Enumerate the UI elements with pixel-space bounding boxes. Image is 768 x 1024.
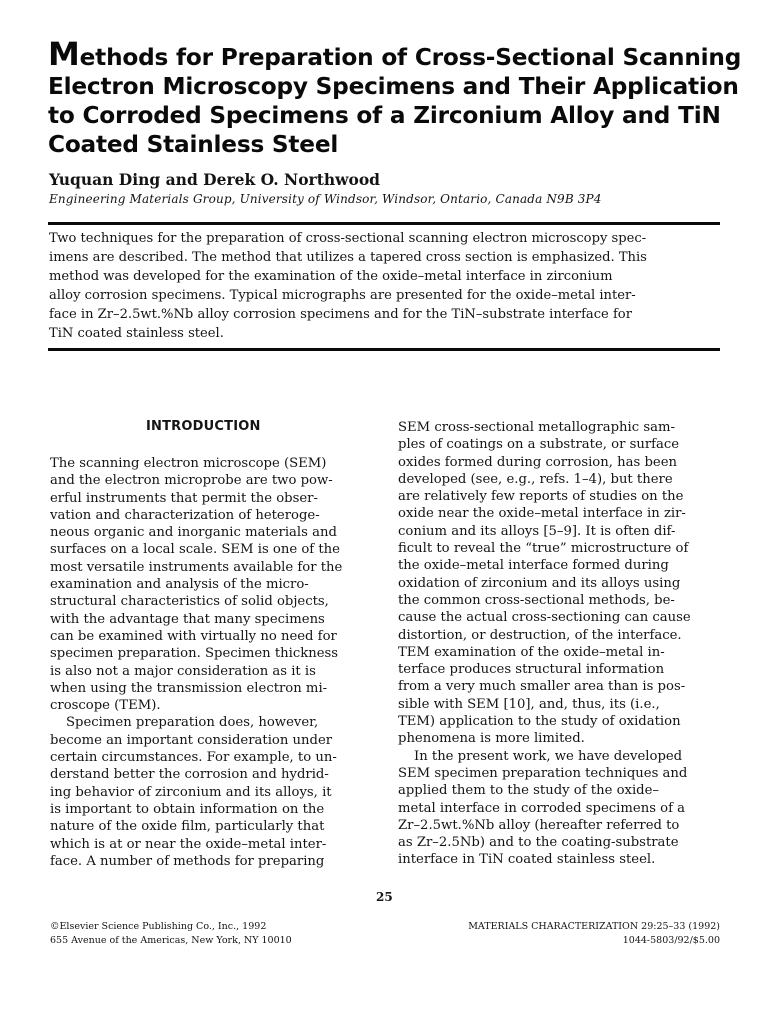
- body-line: ficult to reveal the “true” microstructure of: [398, 541, 689, 557]
- body-line: become an important consideration under: [50, 732, 333, 748]
- body-line: can be examined with virtually no need for: [50, 628, 337, 644]
- body-line: The scanning electron microscope (SEM): [50, 456, 327, 471]
- publisher-address: 655 Avenue of the Americas, New York, NY 10010: [50, 935, 292, 946]
- article-title: [48, 35, 742, 159]
- body-line: conium and its alloys [5–9]. It is often dif-: [398, 523, 676, 539]
- body-line: phenomena is more limited.: [398, 731, 585, 747]
- abstract-line: method was developed for the examination of the oxide–metal interface in zirconium: [49, 269, 613, 285]
- body-line: from a very much smaller area than is pos-: [398, 679, 686, 695]
- body-line: erful instruments that permit the obser-: [50, 490, 318, 506]
- abstract-line: face in Zr–2.5wt.%Nb alloy corrosion specimens and for the TiN–substrate interface for: [49, 307, 632, 323]
- body-line: In the present work, we have developed: [414, 748, 683, 764]
- left-column: [50, 455, 372, 870]
- abstract-line: imens are described. The method that utilizes a tapered cross section is emphasized. This: [49, 250, 647, 266]
- body-line: TEM examination of the oxide–metal in-: [398, 644, 665, 660]
- body-line: the common cross-sectional methods, be-: [398, 592, 675, 608]
- body-line: oxidation of zirconium and its alloys using: [398, 575, 681, 591]
- body-line: ing behavior of zirconium and its alloys, it: [50, 784, 332, 800]
- body-line: sible with SEM [10], and, thus, its (i.e.,: [398, 696, 660, 712]
- body-line: oxides formed during corrosion, has been: [398, 454, 677, 470]
- body-line: which is at or near the oxide–metal inter-: [50, 836, 327, 852]
- body-line: Specimen preparation does, however,: [66, 715, 319, 731]
- body-line: applied them to the study of the oxide–: [398, 783, 660, 799]
- abstract-line: TiN coated stainless steel.: [49, 326, 224, 342]
- journal-issn: 1044-5803/92/$5.00: [622, 935, 720, 946]
- abstract-line: Two techniques for the preparation of cross-sectional scanning electron microscopy spec-: [49, 231, 647, 246]
- body-line: derstand better the corrosion and hydrid-: [50, 767, 329, 783]
- body-line: TEM) application to the study of oxidation: [398, 714, 681, 730]
- title-line-4: Coated Stainless Steel: [48, 131, 339, 158]
- title-line-1-text: ethods for Preparation of Cross-Sectional Scanning: [79, 44, 742, 71]
- body-line: the oxide–metal interface formed during: [398, 558, 669, 574]
- body-line: ples of coatings on a substrate, or surface: [398, 437, 680, 453]
- abstract-bottom-rule: [48, 348, 720, 351]
- affiliation: Engineering Materials Group, University of Windsor, Windsor, Ontario, Canada N9B 3P4: [49, 192, 602, 206]
- body-line: structural characteristics of solid objects,: [50, 594, 329, 610]
- body-line: terface produces structural information: [398, 662, 665, 678]
- title-drop-letter: M: [48, 35, 80, 73]
- body-line: distortion, or destruction, of the interface.: [398, 627, 682, 643]
- body-line: is also not a major consideration as it is: [50, 663, 316, 679]
- right-column: [398, 419, 720, 869]
- abstract: [49, 229, 719, 344]
- body-line: SEM specimen preparation techniques and: [398, 765, 688, 781]
- section-heading-introduction: INTRODUCTION: [146, 419, 261, 434]
- abstract-line: alloy corrosion specimens. Typical micrographs are presented for the oxide–metal inter-: [49, 288, 636, 304]
- body-line: face. A number of methods for preparing: [50, 853, 325, 869]
- body-line: nature of the oxide film, particularly that: [50, 819, 325, 835]
- body-line: croscope (TEM).: [50, 698, 161, 714]
- body-line: with the advantage that many specimens: [50, 611, 325, 627]
- copyright-line: ©Elsevier Science Publishing Co., Inc., 1992: [50, 921, 267, 932]
- body-line: when using the transmission electron mi-: [50, 680, 328, 696]
- body-line: oxide near the oxide–metal interface in zir-: [398, 506, 686, 522]
- title-line-3: to Corroded Specimens of a Zirconium Alloy and TiN: [48, 102, 721, 129]
- body-line: interface in TiN coated stainless steel.: [398, 852, 656, 868]
- body-line: vation and characterization of heteroge-: [50, 507, 320, 523]
- body-line: are relatively few reports of studies on the: [398, 489, 684, 505]
- abstract-top-rule: [48, 222, 720, 225]
- body-line: examination and analysis of the micro-: [50, 577, 309, 593]
- journal-citation: MATERIALS CHARACTERIZATION 29:25–33 (1992): [468, 921, 720, 932]
- body-line: is important to obtain information on the: [50, 801, 325, 817]
- body-line: SEM cross-sectional metallographic sam-: [398, 420, 675, 435]
- body-line: metal interface in corroded specimens of a: [398, 800, 686, 816]
- body-line: neous organic and inorganic materials and: [50, 525, 337, 541]
- journal-footer: [468, 920, 720, 948]
- body-line: certain circumstances. For example, to un-: [50, 750, 337, 766]
- page-number: 25: [376, 890, 393, 904]
- body-line: specimen preparation. Specimen thickness: [50, 646, 339, 662]
- title-line-1: [48, 35, 742, 73]
- authors: Yuquan Ding and Derek O. Northwood: [49, 170, 380, 189]
- body-line: surfaces on a local scale. SEM is one of the: [50, 542, 340, 558]
- body-line: developed (see, e.g., refs. 1–4), but there: [398, 471, 673, 487]
- body-line: Zr–2.5wt.%Nb alloy (hereafter referred to: [398, 817, 680, 833]
- body-line: as Zr–2.5Nb) and to the coating-substrate: [398, 835, 679, 851]
- body-line: and the electron microprobe are two pow-: [50, 473, 333, 489]
- title-line-2: Electron Microscopy Specimens and Their Application: [48, 73, 739, 100]
- body-line: most versatile instruments available for the: [50, 559, 343, 575]
- publisher-footer: [50, 920, 292, 948]
- body-line: cause the actual cross-sectioning can cause: [398, 610, 691, 626]
